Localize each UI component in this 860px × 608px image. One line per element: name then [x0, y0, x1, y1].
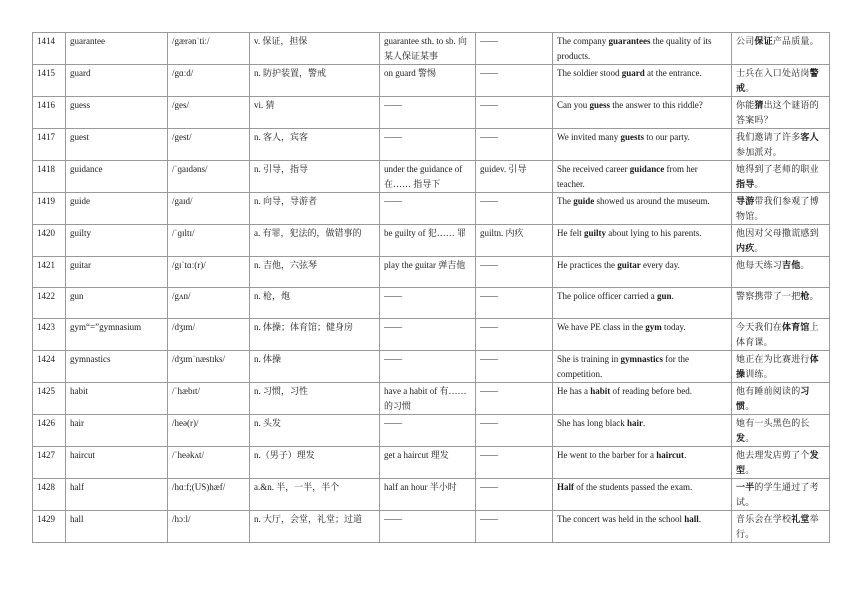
meaning: n. 习惯，习性: [250, 383, 380, 415]
phonetic: /ges/: [168, 97, 250, 129]
example-sentence: [553, 351, 732, 383]
phrase: ——: [380, 97, 476, 129]
example-translation-text: 带我们参观了博物馆。: [736, 196, 819, 221]
example-translation-highlight: 体操: [736, 354, 819, 379]
example-translation: [732, 511, 830, 543]
phonetic: /dʒɪm/: [168, 319, 250, 351]
headword: guess: [66, 97, 168, 129]
phrase: ——: [380, 288, 476, 319]
table-row: [33, 511, 830, 543]
derivative: ——: [476, 383, 553, 415]
example-sentence: [553, 511, 732, 543]
table-row: [33, 447, 830, 479]
example-translation: [732, 479, 830, 511]
example-sentence-text: She is training in: [557, 354, 621, 364]
example-translation: [732, 129, 830, 161]
example-sentence-text: The soldier stood: [557, 68, 622, 78]
example-sentence-highlight: guests: [620, 132, 645, 142]
example-sentence-text: at the entrance.: [644, 68, 702, 78]
row-number: 1423: [33, 319, 66, 351]
example-translation: [732, 33, 830, 65]
example-sentence-text: showed us around the museum.: [594, 196, 710, 206]
meaning: n. 向导，导游者: [250, 193, 380, 225]
headword: gun: [66, 288, 168, 319]
headword: guidance: [66, 161, 168, 193]
example-translation-text: 训练。: [745, 369, 773, 379]
headword: half: [66, 479, 168, 511]
example-translation-text: 他因对父母撒谎感到: [736, 228, 819, 238]
example-sentence-text: The: [557, 196, 574, 206]
headword: hair: [66, 415, 168, 447]
row-number: 1416: [33, 97, 66, 129]
row-number: 1424: [33, 351, 66, 383]
example-sentence-highlight: gymnastics: [620, 354, 663, 364]
phonetic: /hɔːl/: [168, 511, 250, 543]
derivative: ——: [476, 511, 553, 543]
example-translation-text: 举行。: [736, 514, 819, 539]
example-sentence-text: She received career: [557, 164, 630, 174]
headword: guilty: [66, 225, 168, 257]
example-sentence: [553, 225, 732, 257]
example-sentence: [553, 161, 732, 193]
example-translation-highlight: 猜: [754, 100, 764, 110]
example-translation-highlight: 保证: [754, 36, 773, 46]
table-row: [33, 129, 830, 161]
example-translation: [732, 193, 830, 225]
example-translation-text: 。: [745, 465, 755, 475]
example-translation-text: 。: [754, 243, 764, 253]
derivative: ——: [476, 97, 553, 129]
table-row: [33, 257, 830, 288]
table-row: [33, 383, 830, 415]
example-sentence: [553, 33, 732, 65]
example-sentence-highlight: guarantees: [608, 36, 651, 46]
example-translation-text: 出这个谜语的答案吗？: [736, 100, 819, 125]
example-sentence-text: to our party.: [644, 132, 690, 142]
row-number: 1418: [33, 161, 66, 193]
example-translation-text: 她正在为比赛进行: [736, 354, 810, 364]
headword: gymnastics: [66, 351, 168, 383]
example-sentence-text: He has a: [557, 386, 591, 396]
example-sentence-text: the answer to this riddle?: [610, 100, 703, 110]
example-sentence-highlight: gym: [645, 322, 662, 332]
example-sentence: [553, 257, 732, 288]
derivative: ——: [476, 319, 553, 351]
meaning: v. 保证，担保: [250, 33, 380, 65]
example-sentence-text: .: [643, 418, 646, 428]
example-translation-highlight: 礼堂: [791, 514, 810, 524]
phrase: ——: [380, 511, 476, 543]
row-number: 1425: [33, 383, 66, 415]
example-sentence-text: for the competition.: [557, 354, 689, 379]
headword: guard: [66, 65, 168, 97]
example-translation: [732, 97, 830, 129]
row-number: 1417: [33, 129, 66, 161]
phonetic: /gest/: [168, 129, 250, 161]
phonetic: /ˈɡɪltɪ/: [168, 225, 250, 257]
example-sentence-text: .: [698, 514, 701, 524]
derivative: guiltn. 内疚: [476, 225, 553, 257]
headword: guarantee: [66, 33, 168, 65]
phonetic: /ˈɡaɪdəns/: [168, 161, 250, 193]
meaning: n. 吉他，六弦琴: [250, 257, 380, 288]
derivative: ——: [476, 415, 553, 447]
example-sentence-text: .: [671, 291, 674, 301]
example-sentence-text: every day.: [640, 260, 680, 270]
example-translation-text: 。: [745, 433, 755, 443]
example-sentence: [553, 319, 732, 351]
table-row: [33, 193, 830, 225]
example-translation-text: 她有一头黑色的长: [736, 418, 810, 428]
meaning: n. 大厅，会堂，礼堂；过道: [250, 511, 380, 543]
headword: guide: [66, 193, 168, 225]
example-sentence-highlight: guilty: [584, 228, 607, 238]
row-number: 1414: [33, 33, 66, 65]
example-translation: [732, 65, 830, 97]
example-translation-highlight: 内疚: [736, 243, 755, 253]
example-sentence-highlight: gun: [657, 291, 672, 301]
phonetic: /dʒɪmˈnæstɪks/: [168, 351, 250, 383]
phrase: ——: [380, 351, 476, 383]
derivative: ——: [476, 288, 553, 319]
example-sentence-text: He felt: [557, 228, 584, 238]
example-translation: [732, 447, 830, 479]
example-translation-text: 他有睡前阅读的: [736, 386, 801, 396]
derivative: ——: [476, 479, 553, 511]
example-translation: [732, 257, 830, 288]
phonetic: /gaɪd/: [168, 193, 250, 225]
vocabulary-table: [32, 32, 830, 543]
example-sentence: [553, 129, 732, 161]
derivative: ——: [476, 129, 553, 161]
example-translation-highlight: 警戒: [736, 68, 819, 93]
example-sentence-text: We invited many: [557, 132, 621, 142]
example-translation: [732, 415, 830, 447]
example-sentence-text: She has long black: [557, 418, 627, 428]
meaning: a.&n. 半，一半，半个: [250, 479, 380, 511]
derivative: ——: [476, 257, 553, 288]
example-translation-text: 士兵在入口处站岗: [736, 68, 810, 78]
phrase: under the guidance of 在…… 指导下: [380, 161, 476, 193]
example-translation-highlight: 指导: [736, 179, 755, 189]
example-sentence-text: .: [684, 450, 687, 460]
example-sentence-highlight: guitar: [617, 260, 641, 270]
example-translation-text: 公司: [736, 36, 755, 46]
example-translation-highlight: 发型: [736, 450, 819, 475]
phrase: be guilty of 犯…… 罪: [380, 225, 476, 257]
table-row: [33, 97, 830, 129]
example-translation: [732, 351, 830, 383]
example-translation-text: 警察携带了一把: [736, 291, 801, 301]
phrase: have a habit of 有…… 的习惯: [380, 383, 476, 415]
example-translation-text: 的学生通过了考试。: [736, 482, 819, 507]
phrase: half an hour 半小时: [380, 479, 476, 511]
headword: guitar: [66, 257, 168, 288]
meaning: n. 枪，炮: [250, 288, 380, 319]
derivative: ——: [476, 447, 553, 479]
meaning: n. 头发: [250, 415, 380, 447]
example-sentence: [553, 415, 732, 447]
example-translation-text: 。: [754, 179, 764, 189]
row-number: 1428: [33, 479, 66, 511]
example-translation-text: 他每天练习: [736, 260, 783, 270]
example-translation-highlight: 吉他: [782, 260, 801, 270]
meaning: n. 防护装置，警戒: [250, 65, 380, 97]
example-sentence: [553, 383, 732, 415]
example-translation: [732, 288, 830, 319]
example-translation: [732, 225, 830, 257]
phonetic: /gʌn/: [168, 288, 250, 319]
example-sentence-highlight: haircut: [656, 450, 685, 460]
example-translation-highlight: 枪: [800, 291, 810, 301]
headword: haircut: [66, 447, 168, 479]
example-translation-text: 。: [800, 260, 810, 270]
row-number: 1422: [33, 288, 66, 319]
example-sentence-highlight: habit: [590, 386, 611, 396]
phrase: ——: [380, 319, 476, 351]
example-translation-text: 。: [809, 291, 819, 301]
example-sentence-highlight: guess: [589, 100, 611, 110]
example-sentence-highlight: hair: [627, 418, 644, 428]
example-translation-text: 参加派对。: [736, 147, 783, 157]
headword: habit: [66, 383, 168, 415]
example-translation-text: 你能: [736, 100, 755, 110]
example-sentence-text: today.: [661, 322, 686, 332]
phrase: guarantee sth. to sb. 向某人保证某事: [380, 33, 476, 65]
example-sentence: [553, 288, 732, 319]
derivative: ——: [476, 193, 553, 225]
example-sentence-text: of reading before bed.: [610, 386, 692, 396]
example-translation: [732, 319, 830, 351]
example-sentence-text: He practices the: [557, 260, 618, 270]
phonetic: /gɑːd/: [168, 65, 250, 97]
phrase: play the guitar 弹吉他: [380, 257, 476, 288]
example-sentence-highlight: guard: [621, 68, 645, 78]
meaning: n. 体操；体育馆；健身房: [250, 319, 380, 351]
meaning: n. 客人，宾客: [250, 129, 380, 161]
example-sentence-text: The concert was held in the school: [557, 514, 685, 524]
example-sentence-text: of the students passed the exam.: [574, 482, 693, 492]
example-sentence: [553, 479, 732, 511]
example-sentence-text: from her teacher.: [557, 164, 698, 189]
phrase: ——: [380, 129, 476, 161]
phrase: on guard 警惕: [380, 65, 476, 97]
example-translation-text: 她得到了老师的职业: [736, 164, 819, 174]
example-translation: [732, 383, 830, 415]
meaning: n.（男子）理发: [250, 447, 380, 479]
headword: guest: [66, 129, 168, 161]
example-translation-highlight: 习惯: [736, 386, 810, 411]
derivative: ——: [476, 33, 553, 65]
example-translation-highlight: 导游: [736, 196, 755, 206]
example-sentence-text: The company: [557, 36, 609, 46]
example-sentence-text: He went to the barber for a: [557, 450, 657, 460]
example-translation-text: 产品质量。: [772, 36, 819, 46]
example-translation-text: 今天我们在: [736, 322, 783, 332]
meaning: a. 有罪，犯法的，做错事的: [250, 225, 380, 257]
row-number: 1419: [33, 193, 66, 225]
phonetic: /hɑːf;(US)hæf/: [168, 479, 250, 511]
example-sentence-highlight: guidance: [629, 164, 665, 174]
meaning: n. 体操: [250, 351, 380, 383]
phrase: ——: [380, 415, 476, 447]
example-translation-highlight: 一半: [736, 482, 755, 492]
phrase: ——: [380, 193, 476, 225]
example-translation-highlight: 体育馆: [782, 322, 810, 332]
example-sentence: [553, 193, 732, 225]
row-number: 1429: [33, 511, 66, 543]
meaning: vi. 猜: [250, 97, 380, 129]
example-translation-text: 。: [745, 83, 755, 93]
table-row: [33, 288, 830, 319]
example-sentence-text: the quality of its products.: [557, 36, 712, 61]
example-translation-highlight: 发: [736, 433, 746, 443]
table-row: [33, 319, 830, 351]
table-row: [33, 479, 830, 511]
phonetic: /gɪˈtɑː(r)/: [168, 257, 250, 288]
row-number: 1420: [33, 225, 66, 257]
meaning: n. 引导，指导: [250, 161, 380, 193]
example-sentence-text: Can you: [557, 100, 590, 110]
example-sentence-text: about lying to his parents.: [606, 228, 702, 238]
example-translation-text: 上体育课。: [736, 322, 819, 347]
example-sentence-text: The police officer carried a: [557, 291, 658, 301]
example-sentence-highlight: hall: [684, 514, 699, 524]
phonetic: /ˈhæbɪt/: [168, 383, 250, 415]
headword: gym“=”gymnasium: [66, 319, 168, 351]
row-number: 1426: [33, 415, 66, 447]
example-sentence-highlight: Half: [557, 482, 574, 492]
example-sentence-text: We have PE class in the: [557, 322, 646, 332]
phonetic: /gærənˈtiː/: [168, 33, 250, 65]
example-translation-text: 。: [745, 401, 755, 411]
table-row: [33, 351, 830, 383]
row-number: 1415: [33, 65, 66, 97]
row-number: 1421: [33, 257, 66, 288]
table-row: [33, 161, 830, 193]
table-row: [33, 33, 830, 65]
example-translation-highlight: 客人: [800, 132, 819, 142]
derivative: ——: [476, 65, 553, 97]
example-translation: [732, 161, 830, 193]
phrase: get a haircut 理发: [380, 447, 476, 479]
table-row: [33, 65, 830, 97]
phonetic: /heə(r)/: [168, 415, 250, 447]
phonetic: /ˈheəkʌt/: [168, 447, 250, 479]
row-number: 1427: [33, 447, 66, 479]
example-translation-text: 我们邀请了许多: [736, 132, 801, 142]
example-sentence: [553, 65, 732, 97]
example-sentence: [553, 447, 732, 479]
example-sentence-highlight: guide: [573, 196, 595, 206]
headword: hall: [66, 511, 168, 543]
table-row: [33, 415, 830, 447]
table-row: [33, 225, 830, 257]
example-translation-text: 他去理发店剪了个: [736, 450, 810, 460]
derivative: ——: [476, 351, 553, 383]
example-translation-text: 音乐会在学校: [736, 514, 792, 524]
example-sentence: [553, 97, 732, 129]
derivative: guidev. 引导: [476, 161, 553, 193]
